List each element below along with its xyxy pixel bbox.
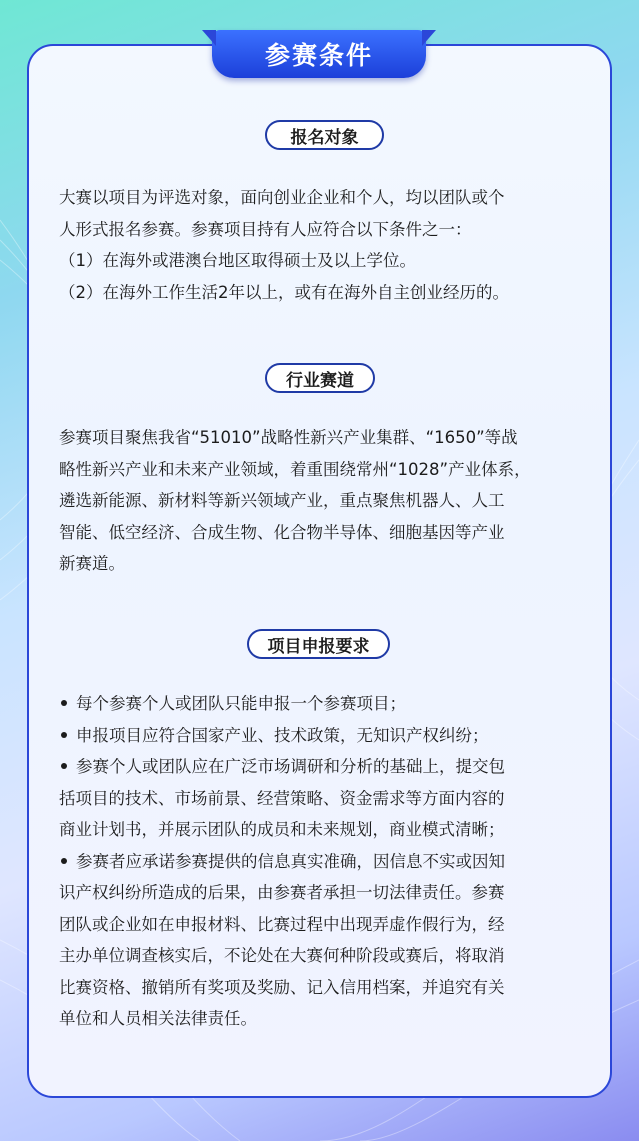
text-line: 人形式报名参赛。参赛项目持有人应符合以下条件之一： bbox=[59, 219, 472, 239]
page-title: 参赛条件 bbox=[264, 41, 373, 70]
list-item-continuation: 单位和人员相关法律责任。 bbox=[59, 1009, 257, 1028]
list-item-text: 参赛者应承诺参赛提供的信息真实准确，因信息不实或因知 bbox=[76, 851, 505, 871]
text-line: 智能、低空经济、合成生物、化合物半导体、细胞基因等产业 bbox=[59, 522, 505, 542]
list-item-text: 参赛个人或团队应在广泛市场调研和分析的基础上，提交包 bbox=[76, 757, 505, 776]
list-item bbox=[59, 688, 589, 720]
list-item-continuation: 比赛资格、撤销所有奖项及奖励、记入信用档案，并追究有关 bbox=[59, 977, 505, 997]
bullet-icon bbox=[61, 763, 67, 769]
text-line: 大赛以项目为评选对象，面向创业企业和个人，均以团队或个 bbox=[59, 188, 505, 207]
section-heading-eligibility: 报名对象 bbox=[265, 120, 384, 150]
section-heading-tracks: 行业赛道 bbox=[265, 363, 375, 393]
eligibility-text bbox=[59, 182, 589, 308]
list-item bbox=[59, 720, 589, 752]
title-banner bbox=[212, 30, 426, 78]
text-line: （1）在海外或港澳台地区取得硕士及以上学位。 bbox=[59, 251, 416, 270]
section-heading-requirements: 项目申报要求 bbox=[247, 629, 390, 659]
list-item-continuation: 识产权纠纷所造成的后果，由参赛者承担一切法律责任。参赛 bbox=[59, 883, 505, 902]
bullet-icon bbox=[61, 700, 67, 706]
requirements-list bbox=[59, 688, 589, 1035]
list-item-continuation: 主办单位调查核实后，不论处在大赛何种阶段或赛后，将取消 bbox=[59, 946, 505, 965]
list-item-text: 申报项目应符合国家产业、技术政策，无知识产权纠纷； bbox=[76, 725, 489, 745]
text-line: 略性新兴产业和未来产业领域，着重围绕常州“1028”产业体系， bbox=[59, 459, 531, 479]
text-line: （2）在海外工作生活2年以上，或有在海外自主创业经历的。 bbox=[59, 282, 509, 302]
list-item-continuation: 括项目的技术、市场前景、经营策略、资金需求等方面内容的 bbox=[59, 788, 505, 808]
list-item bbox=[59, 846, 589, 878]
bullet-icon bbox=[61, 732, 67, 738]
list-item-text: 每个参赛个人或团队只能申报一个参赛项目； bbox=[76, 694, 406, 713]
tracks-text bbox=[59, 422, 589, 580]
list-item bbox=[59, 751, 589, 783]
text-line: 参赛项目聚焦我省“51010”战略性新兴产业集群、“1650”等战 bbox=[59, 428, 518, 447]
text-line: 新赛道。 bbox=[59, 554, 125, 573]
list-item-continuation: 团队或企业如在申报材料、比赛过程中出现弄虚作假行为，经 bbox=[59, 914, 505, 934]
text-line: 遴选新能源、新材料等新兴领域产业，重点聚焦机器人、人工 bbox=[59, 491, 505, 510]
list-item-continuation: 商业计划书，并展示团队的成员和未来规划，商业模式清晰； bbox=[59, 820, 505, 839]
bullet-icon bbox=[61, 858, 67, 864]
